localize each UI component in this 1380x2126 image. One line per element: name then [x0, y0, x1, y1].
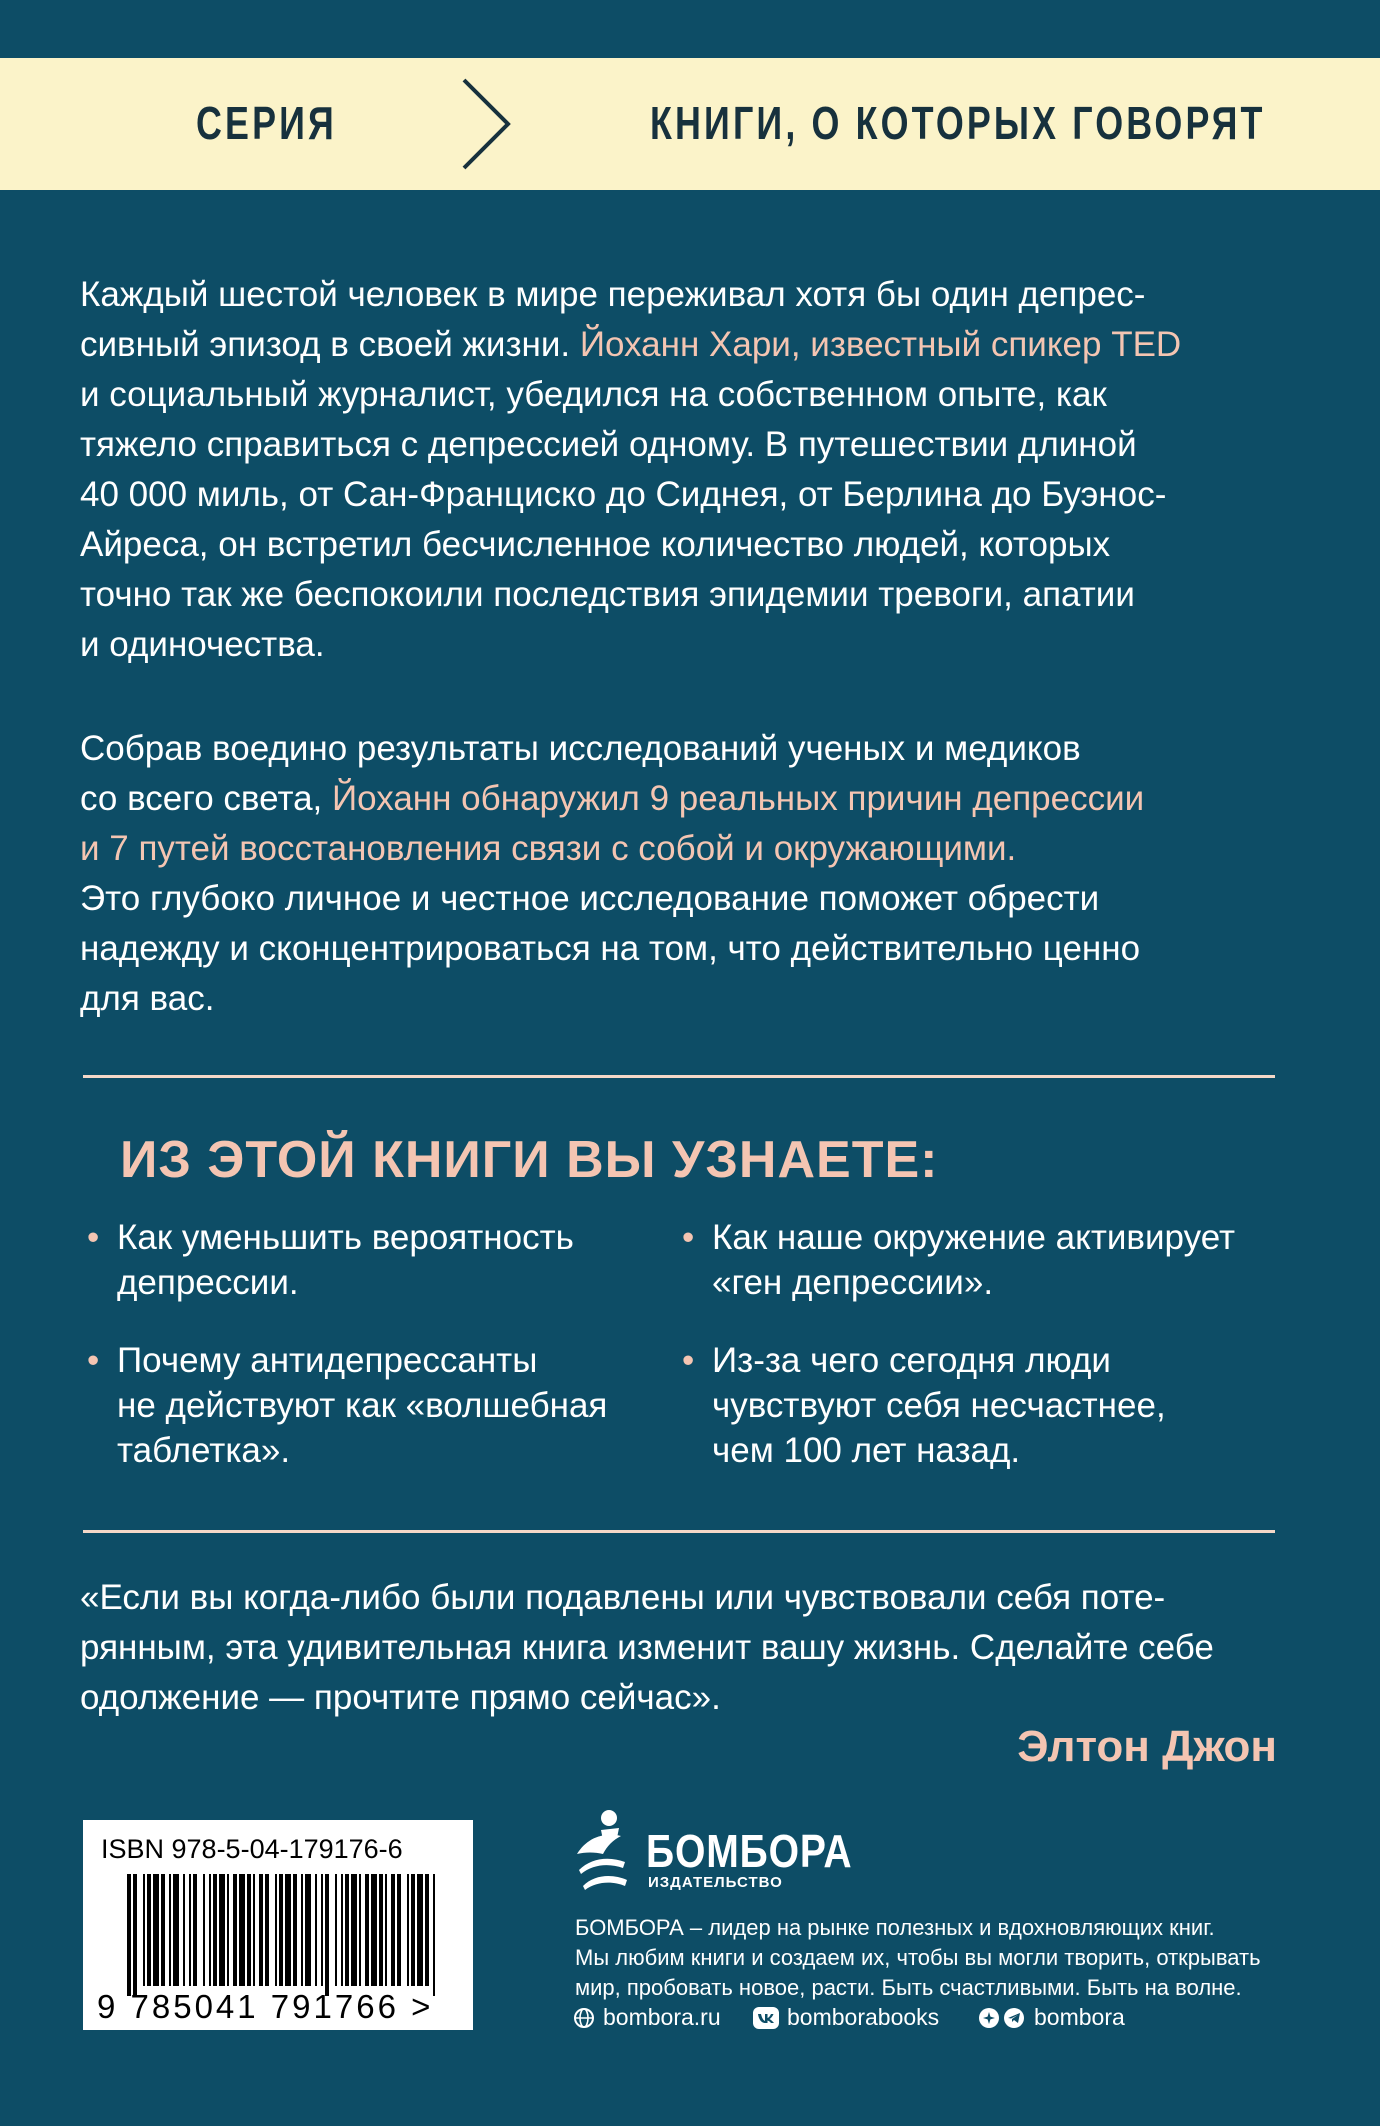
barcode-bar [169, 1874, 171, 1986]
text-line: Каждый шестой человек в мире переживал хотя бы один депрес- [80, 275, 1146, 314]
bullet-item [87, 1338, 608, 1473]
highlight-causes: Йоханн обнаружил 9 реальных причин депрессии [332, 779, 1145, 818]
bullet-line: «ген депрессии». [712, 1263, 994, 1302]
bullet-dot-icon: • [682, 1218, 695, 1257]
barcode-bar [345, 1874, 349, 1986]
isbn-barcode [83, 1820, 473, 2030]
bullet-dot-icon: • [87, 1341, 100, 1380]
barcode-bar [351, 1874, 357, 1986]
website-link-label: bombora.ru [603, 2004, 721, 2030]
barcode-bar [407, 1874, 409, 1986]
barcode-bar [305, 1874, 311, 1986]
barcode-bar [411, 1874, 415, 1986]
barcode-bar [379, 1874, 383, 1986]
testimonial-quote [80, 1573, 1290, 1723]
quote-line: рянным, эта удивительная книга изменит вашу жизнь. Сделайте себе [80, 1628, 1214, 1667]
bullet-line: чувствуют себя несчастнее, [712, 1386, 1166, 1425]
barcode-bar [397, 1874, 401, 1986]
barcode-bar [365, 1874, 369, 1986]
text-line: и социальный журналист, убедился на собственном опыте, как [80, 375, 1107, 414]
barcode-bar [285, 1874, 291, 1986]
barcode-bar [275, 1874, 277, 1986]
publisher-subtitle: ИЗДАТЕЛЬСТВО [648, 1874, 783, 1891]
barcode-bar [219, 1874, 225, 1986]
barcode-bar [359, 1874, 361, 1986]
barcode-bar [321, 1874, 323, 1986]
barcode-bar [293, 1874, 297, 1986]
text-line: Айреса, он встретил бесчисленное количество людей, которых [80, 525, 1111, 564]
barcode-bar [203, 1874, 205, 1986]
bullet-line: Из-за чего сегодня люди [712, 1341, 1111, 1380]
publisher-about [575, 1913, 1261, 2003]
barcode-bar [143, 1874, 145, 1986]
barcode-bar [265, 1874, 269, 1986]
bullet-line: не действуют как «волшебная [117, 1386, 608, 1425]
divider-top [83, 1075, 1275, 1078]
about-line: Мы любим книги и создаем их, чтобы вы могли творить, открывать [575, 1945, 1261, 1970]
barcode-bar [173, 1874, 179, 1986]
text-line: Собрав воедино результаты исследований ученых и медиков [80, 729, 1081, 768]
barcode-bar [227, 1874, 229, 1986]
bullet-line: Почему антидепрессанты [117, 1341, 538, 1380]
barcode-bar [391, 1874, 395, 1986]
bullet-dot-icon: • [682, 1341, 695, 1380]
vk-link-label: bomborabooks [787, 2004, 940, 2030]
globe-icon [573, 2007, 595, 2029]
about-line: мир, пробовать новое, расти. Быть счастливыми. Быть на волне. [575, 1975, 1242, 2000]
bullet-line: Как наше окружение активирует [712, 1218, 1236, 1257]
vk-icon [753, 2007, 779, 2029]
quote-line: одолжение — прочтите прямо сейчас». [80, 1678, 721, 1717]
barcode-bar [153, 1874, 159, 1986]
text-line: Это глубоко личное и честное исследование поможет обрести [80, 879, 1100, 918]
quote-line: «Если вы когда-либо были подавлены или чувствовали себя поте- [80, 1578, 1166, 1617]
bombora-wave-logo-icon [573, 1808, 635, 1890]
bullet-dot-icon: • [87, 1218, 100, 1257]
barcode-bar [133, 1874, 137, 1996]
barcode-bar [341, 1874, 343, 1986]
about-line: БОМБОРА – лидер на рынке полезных и вдохновляющих книг. [575, 1915, 1215, 1940]
barcode-icon [123, 1874, 443, 1996]
text-line: тяжело справиться с депрессией одному. В путешествии длиной [80, 425, 1137, 464]
barcode-bar [239, 1874, 245, 1986]
text-line: 40 000 миль, от Сан-Франциско до Сиднея, от Берлина до Буэнос- [80, 475, 1167, 514]
barcode-bar [335, 1874, 337, 1986]
series-name: КНИГИ, О КОТОРЫХ ГОВОРЯТ [650, 97, 1266, 149]
barcode-bar [247, 1874, 251, 1986]
telegram-link[interactable] [978, 2004, 1125, 2031]
barcode-bar [371, 1874, 377, 1986]
description-paragraph-1 [80, 270, 1290, 670]
text-line: надежду и сконцентрироваться на том, что действительно ценно [80, 929, 1141, 968]
telegram-link-label: bombora [1034, 2004, 1125, 2030]
publisher-name: БОМБОРА [646, 1825, 853, 1877]
barcode-bar [253, 1874, 255, 1986]
highlight-paths: и 7 путей восстановления связи с собой и окружающими. [80, 829, 1017, 868]
learn-title: ИЗ ЭТОЙ КНИГИ ВЫ УЗНАЕТЕ: [120, 1131, 939, 1189]
barcode-bar [325, 1874, 329, 1996]
divider-bottom [83, 1530, 1275, 1533]
barcode-bar [417, 1874, 423, 1986]
barcode-bar [315, 1874, 317, 1986]
barcode-bar [127, 1874, 131, 1996]
text-line: точно так же беспокоили последствия эпидемии тревоги, апатии [80, 575, 1135, 614]
barcode-bar [183, 1874, 185, 1986]
barcode-bar [385, 1874, 387, 1986]
bullet-line: депрессии. [117, 1263, 299, 1302]
quote-author: Элтон Джон [1017, 1722, 1277, 1771]
series-banner [0, 58, 1380, 190]
barcode-bar [259, 1874, 263, 1986]
barcode-bar [301, 1874, 303, 1986]
text-line: для вас. [80, 979, 215, 1018]
barcode-bar [147, 1874, 151, 1986]
bullet-line: Как уменьшить вероятность [117, 1218, 574, 1257]
bullet-item [87, 1215, 574, 1305]
barcode-bar [425, 1874, 429, 1986]
bullet-line: чем 100 лет назад. [712, 1431, 1021, 1470]
barcode-digits: 9 785041 791766 > [97, 1988, 434, 2025]
barcode-bar [189, 1874, 191, 1986]
description-paragraph-2 [80, 724, 1290, 1024]
series-label: СЕРИЯ [196, 97, 337, 149]
barcode-bar [433, 1874, 435, 1996]
bullet-item [682, 1338, 1166, 1473]
barcode-bar [233, 1874, 237, 1986]
isbn-number: ISBN 978-5-04-179176-6 [101, 1834, 403, 1864]
bullet-item [682, 1215, 1236, 1305]
bullet-line: таблетка». [117, 1431, 291, 1470]
website-link[interactable] [573, 2004, 721, 2031]
highlight-author: Йоханн Хари, известный спикер TED [579, 325, 1182, 364]
text-line: со всего света, [80, 779, 332, 818]
barcode-bar [279, 1874, 283, 1986]
barcode-bar [209, 1874, 211, 1986]
barcode-bar [193, 1874, 197, 1986]
vk-link[interactable] [753, 2004, 939, 2031]
chevron-right-icon [456, 74, 516, 174]
telegram-icon [978, 2006, 1026, 2030]
barcode-bar [161, 1874, 165, 1986]
text-line: сивный эпизод в своей жизни. [80, 325, 580, 364]
text-line: и одиночества. [80, 625, 325, 664]
barcode-bar [213, 1874, 217, 1986]
